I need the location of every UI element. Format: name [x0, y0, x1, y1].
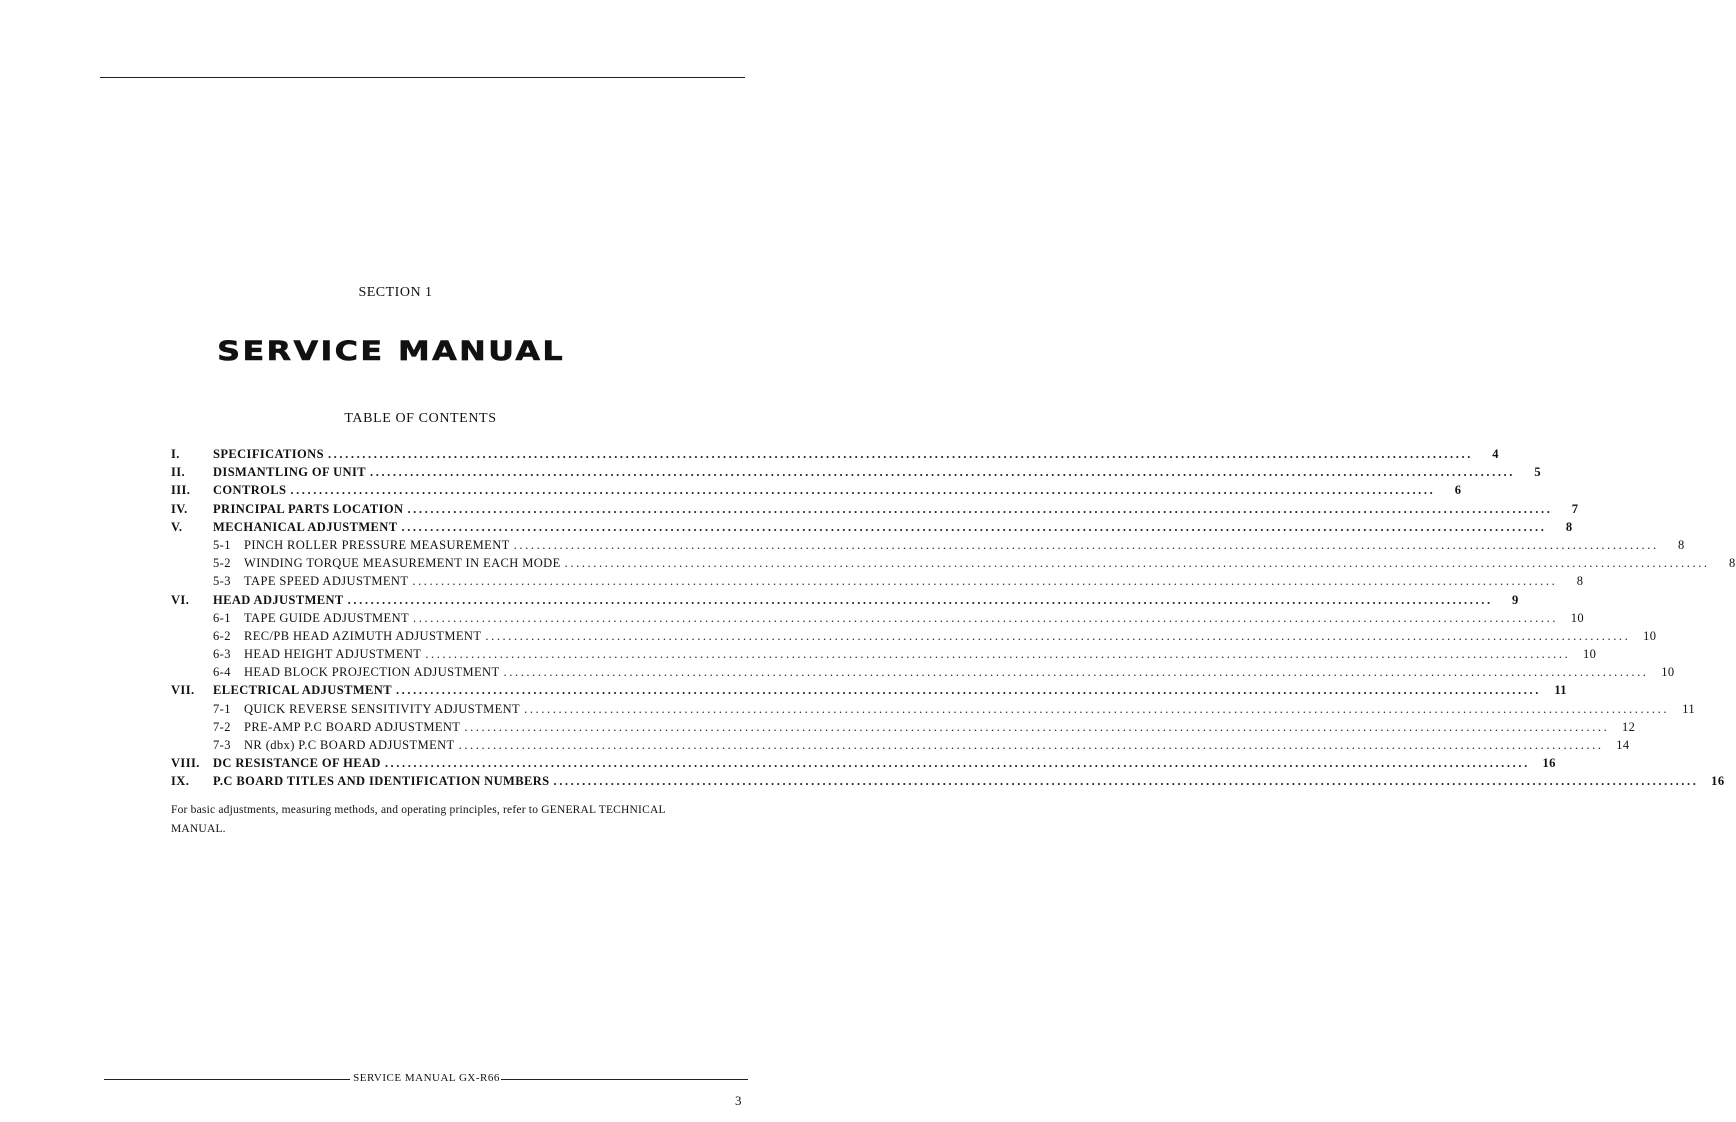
toc-dot-leader: ........................................................................................................................................................................................................ [290, 483, 1436, 498]
toc-subsection-number: 6-1 [213, 610, 231, 625]
toc-entry-title: NR (dbx) P.C BOARD ADJUSTMENT [244, 738, 455, 752]
toc-entry-title: MECHANICAL ADJUSTMENT [213, 519, 398, 534]
toc-entry [171, 483, 1462, 501]
toc-section-number: IX. [171, 774, 190, 789]
toc-subsection-number: 7-2 [213, 719, 231, 734]
toc-page-number: 9 [1512, 592, 1519, 607]
toc-page-number: 8 [1576, 574, 1584, 589]
top-rule [100, 77, 745, 78]
toc-entry-title: ELECTRICAL ADJUSTMENT [213, 683, 392, 698]
toc-entry [171, 719, 1636, 738]
toc-dot-leader: ........................................................................................................................................................................................................ [384, 756, 1530, 771]
toc-dot-leader: ........................................................................................................................................................................................................ [524, 701, 1670, 716]
toc-subsection-number: 6-3 [213, 647, 231, 662]
toc-entry-title: P.C BOARD TITLES AND IDENTIFICATION NUMBERS [213, 774, 550, 789]
toc-entry [171, 465, 1541, 483]
toc-page-number: 8 [1565, 519, 1573, 534]
toc-dot-leader: ........................................................................................................................................................................................................ [425, 647, 1571, 662]
toc-page-number: 14 [1616, 738, 1630, 752]
toc-subsection-number: 5-3 [213, 574, 231, 589]
toc-entry-title: PRINCIPAL PARTS LOCATION [213, 501, 404, 516]
toc-dot-leader: ........................................................................................................................................................................................................ [407, 501, 1553, 516]
toc-entry [171, 774, 1725, 792]
toc-entry-title: HEAD ADJUSTMENT [213, 592, 344, 607]
toc-entry [171, 738, 1630, 756]
toc-page-number: 10 [1570, 610, 1585, 625]
toc-section-number: I. [171, 447, 180, 461]
toc-entry [171, 519, 1573, 538]
toc-entry-title: PINCH ROLLER PRESSURE MEASUREMENT [244, 537, 510, 552]
toc-page-number: 10 [1583, 647, 1597, 662]
toc-page-number: 10 [1643, 628, 1657, 643]
toc-section-number: II. [171, 465, 186, 480]
toc-subsection-number: 5-2 [213, 556, 231, 571]
toc-entry [171, 683, 1567, 701]
toc-entry [171, 537, 1685, 556]
toc-dot-leader: ........................................................................................................................................................................................................ [458, 738, 1604, 752]
toc-page-number: 10 [1661, 665, 1675, 680]
toc-entry [171, 556, 1736, 574]
section-label: SECTION 1 [358, 285, 433, 300]
toc-entry [171, 447, 1499, 465]
toc-dot-leader: ........................................................................................................................................................................................................ [401, 519, 1547, 534]
toc-dot-leader: ........................................................................................................................................................................................................ [370, 465, 1515, 480]
toc-section-number: III. [171, 483, 191, 498]
toc-section-number: VIII. [171, 756, 200, 771]
footer-rule-right [501, 1079, 748, 1080]
toc-entry [171, 701, 1696, 720]
toc-subsection-number: 6-4 [213, 665, 231, 680]
toc-page-number: 4 [1492, 447, 1499, 461]
toc-heading: TABLE OF CONTENTS [344, 411, 497, 426]
footer-title: SERVICE MANUAL GX-R66 [353, 1072, 500, 1084]
toc-entry-title: TAPE SPEED ADJUSTMENT [244, 574, 409, 589]
toc-page-number: 11 [1682, 701, 1696, 716]
toc-entry-title: CONTROLS [213, 483, 287, 498]
toc-entry-title: HEAD BLOCK PROJECTION ADJUSTMENT [244, 665, 500, 680]
toc-page-number: 5 [1534, 465, 1541, 480]
toc-page-number: 8 [1678, 537, 1685, 552]
toc-subsection-number: 7-3 [213, 738, 231, 752]
toc-entry [171, 756, 1556, 774]
reference-note: For basic adjustments, measuring methods, and operating principles, refer to GENERAL TECHNICAL MANUAL. [171, 804, 666, 835]
toc-page-number: 16 [1711, 774, 1725, 789]
toc-entry [171, 628, 1657, 647]
page-number: 3 [735, 1093, 742, 1108]
toc-dot-leader: ........................................................................................................................................................................................................ [395, 683, 1541, 698]
toc-entry-title: PRE-AMP P.C BOARD ADJUSTMENT [244, 719, 461, 734]
toc-section-number: IV. [171, 501, 188, 516]
toc-entry-title: SPECIFICATIONS [213, 447, 324, 461]
toc-subsection-number: 5-1 [213, 537, 231, 552]
toc-entry-title: TAPE GUIDE ADJUSTMENT [244, 610, 410, 625]
toc-entry-title: WINDING TORQUE MEASUREMENT IN EACH MODE [244, 556, 561, 571]
toc-entry-title: DISMANTLING OF UNIT [213, 465, 366, 480]
toc-dot-leader: ........................................................................................................................................................................................................ [464, 719, 1610, 734]
toc-entry [171, 501, 1579, 520]
toc-dot-leader: ........................................................................................................................................................................................................ [413, 610, 1559, 625]
toc-dot-leader: ........................................................................................................................................................................................................ [485, 628, 1631, 643]
toc-dot-leader: ........................................................................................................................................................................................................ [503, 665, 1649, 680]
toc-dot-leader: ........................................................................................................................................................................................................ [564, 556, 1710, 571]
toc-dot-leader: ........................................................................................................................................................................................................ [553, 774, 1699, 789]
page-title: SERVICE MANUAL [217, 336, 566, 367]
toc-page-number: 12 [1622, 719, 1636, 734]
toc-section-number: VI. [171, 592, 190, 607]
toc-entry-title: HEAD HEIGHT ADJUSTMENT [244, 647, 422, 662]
toc-entry [171, 665, 1675, 683]
toc-entry [171, 574, 1584, 592]
footer-rule-left [104, 1079, 350, 1080]
toc-entry-title: REC/PB HEAD AZIMUTH ADJUSTMENT [244, 628, 482, 643]
toc-page-number: 6 [1454, 483, 1462, 498]
toc-subsection-number: 6-2 [213, 628, 231, 643]
toc-entry-title: DC RESISTANCE OF HEAD [213, 756, 381, 771]
toc-section-number: VII. [171, 683, 195, 698]
footer [104, 1072, 748, 1088]
toc-page-number: 7 [1571, 501, 1579, 516]
toc-page-number: 8 [1728, 556, 1736, 571]
toc-entry [171, 647, 1597, 665]
toc-dot-leader: ........................................................................................................................................................................................................ [347, 592, 1493, 607]
toc-entry [171, 610, 1585, 629]
toc-page-number: 16 [1542, 756, 1556, 771]
toc-entry [171, 592, 1519, 611]
toc-page-number: 11 [1554, 683, 1567, 698]
toc-section-number: V. [171, 519, 183, 534]
toc-entry-title: QUICK REVERSE SENSITIVITY ADJUSTMENT [244, 701, 521, 716]
toc-dot-leader: ........................................................................................................................................................................................................ [412, 574, 1558, 589]
toc-dot-leader: ........................................................................................................................................................................................................ [513, 537, 1659, 552]
toc-subsection-number: 7-1 [213, 701, 231, 716]
toc-dot-leader: ........................................................................................................................................................................................................ [327, 447, 1473, 461]
table-of-contents [171, 447, 1736, 793]
